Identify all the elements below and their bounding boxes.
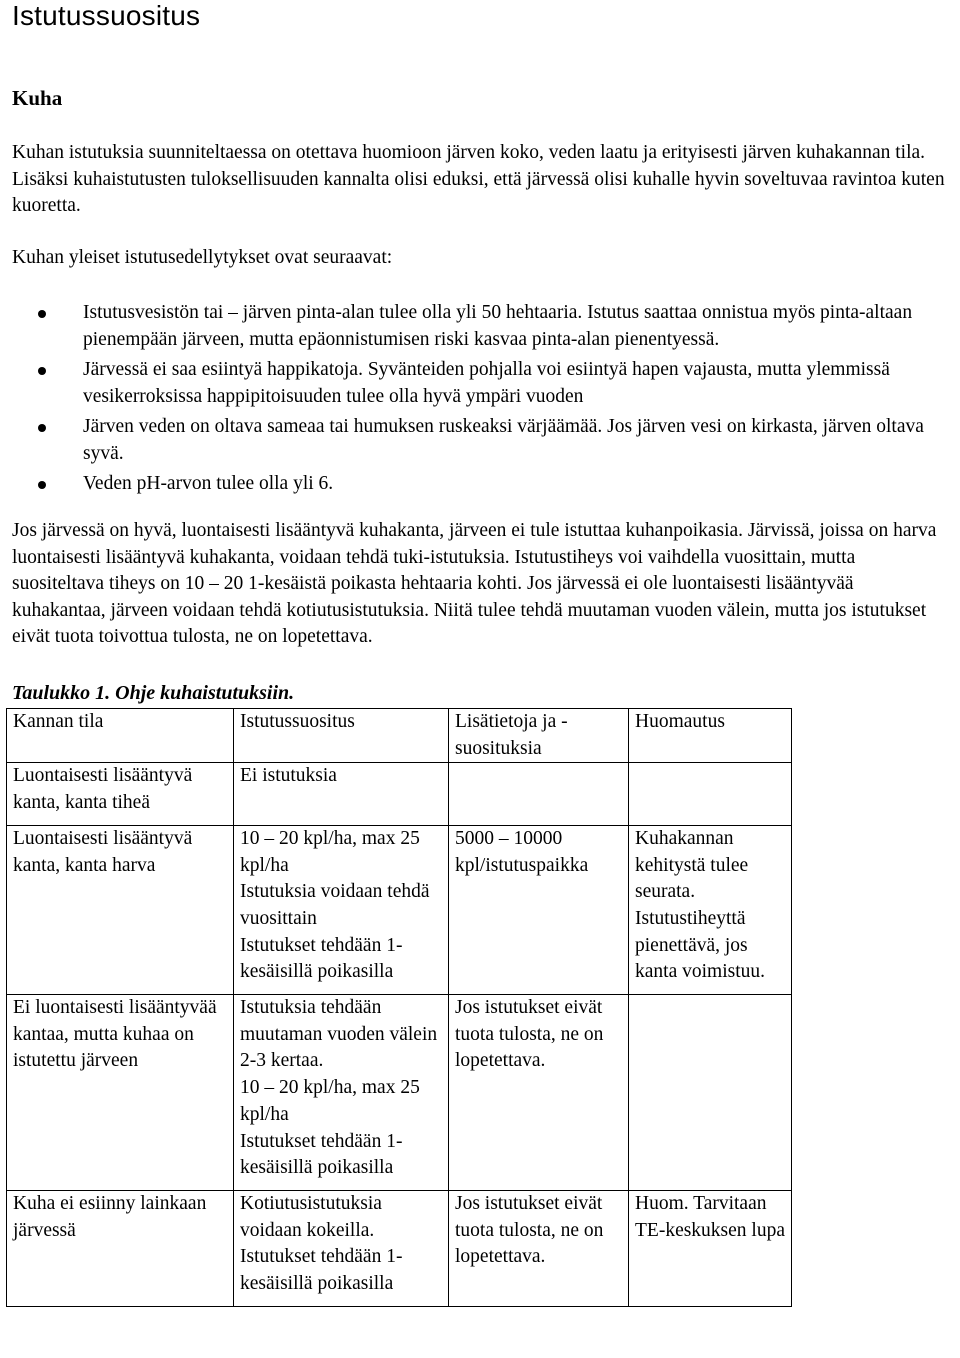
list-item-text: Järvessä ei saa esiintyä happikatoja. Syvänteiden pohjalla voi esiintyä hapen vajausta, mutta ylemmissä vesikerroksissa happipitoisuuden tulee olla hyvä ympäri vuoden xyxy=(83,359,890,407)
column-header-istutussuositus: Istutussuositus xyxy=(234,709,449,763)
table-cell xyxy=(234,825,449,994)
table-cell xyxy=(234,763,449,825)
table-cell: Jos istutukset eivät tuota tulosta, ne on lopetettava. xyxy=(449,995,629,1191)
table-row xyxy=(7,763,792,825)
list-item-text: Istutusvesistön tai – järven pinta-alan tulee olla yli 50 hehtaaria. Istutus saattaa onnistua myös pinta-altaan pienempään järveen, mutta epäonnistumisen riski kasvaa pinta-alan pienentyessä. xyxy=(83,302,913,350)
list-item-text: Veden pH-arvon tulee olla yli 6. xyxy=(83,473,334,494)
column-header-lisatietoja: Lisätietoja ja - suosituksia xyxy=(449,709,629,763)
bullet-icon xyxy=(38,481,46,489)
recommendation-paragraph: Jos järvessä on hyvä, luontaisesti lisääntyvä kuhakanta, järveen ei tule istuttaa kuhanpoikasia. Järvissä, joissa on harva luontaisesti lisääntyvä kuhakanta, voidaan tehdä tuki-istutuksia. Istutustiheys voi vaihdella vuosittain, mutta suositeltava tiheys on 10 – 20 1-kesäistä poikasta hehtaaria kohti. Jos järvessä ei ole luontaisesti lisääntyvää kuhakantaa, järveen voidaan tehdä kotiutusistutuksia. Niitä tulee tehdä muutaman vuoden välein, mutta jos istutukset eivät tuota toivottua tulosta, ne on lopetettava. xyxy=(12,520,937,647)
table-cell xyxy=(629,995,792,1191)
page-title: Istutussuositus xyxy=(12,0,201,31)
list-item xyxy=(12,357,957,410)
conditions-intro: Kuhan yleiset istutusedellytykset ovat seuraavat: xyxy=(12,247,393,268)
list-item-text: Järven veden on oltava sameaa tai humuksen ruskeaksi värjäämää. Jos järven vesi on kirkasta, järven oltava syvä. xyxy=(83,416,924,464)
table-cell: Ei luontaisesti lisääntyvää kantaa, mutta kuhaa on istutettu järveen xyxy=(7,995,234,1191)
table-header-row xyxy=(7,709,792,763)
conditions-list xyxy=(12,300,957,502)
intro-paragraph: Kuhan istutuksia suunniteltaessa on otettava huomioon järven koko, veden laatu ja erityisesti järven kuhakannan tila. Lisäksi kuhaistutusten tuloksellisuuden kannalta olisi eduksi, että järvessä olisi kuhalle hyvin soveltuvaa ravintoa kuten kuoretta. xyxy=(12,142,945,216)
list-item xyxy=(12,471,957,498)
cell-line: 10 – 20 kpl/ha, max 25 kpl/ha xyxy=(240,827,420,876)
table-cell: Kuhakannan kehitystä tulee seurata. Istutustiheyttä pienettävä, jos kanta voimistuu. xyxy=(629,825,792,994)
stocking-table xyxy=(6,708,792,1307)
cell-line: Istutuksia tehdään muutaman vuoden välein 2-3 kertaa. xyxy=(240,997,438,1072)
table-cell xyxy=(629,763,792,825)
cell-line: Kotiutusistutuksia voidaan kokeilla. xyxy=(240,1192,382,1241)
table-row xyxy=(7,1190,792,1306)
table-cell: Huom. Tarvitaan TE-keskuksen lupa xyxy=(629,1190,792,1306)
table-cell: 5000 – 10000 kpl/istutuspaikka xyxy=(449,825,629,994)
table-cell: Luontaisesti lisääntyvä kanta, kanta tiheä xyxy=(7,763,234,825)
document-page xyxy=(12,0,952,1295)
table-caption: Taulukko 1. Ohje kuhaistutuksiin. xyxy=(12,682,295,704)
column-header-kannan-tila: Kannan tila xyxy=(7,709,234,763)
table-row xyxy=(7,995,792,1191)
cell-line: Istutuksia voidaan tehdä vuosittain xyxy=(240,881,430,929)
table-cell: Luontaisesti lisääntyvä kanta, kanta harva xyxy=(7,825,234,994)
table-cell xyxy=(234,995,449,1191)
list-item xyxy=(12,300,957,353)
cell-line: Istutukset tehdään 1-kesäisillä poikasilla xyxy=(240,934,403,983)
table-cell xyxy=(449,763,629,825)
bullet-icon xyxy=(38,310,46,318)
bullet-icon xyxy=(38,367,46,375)
column-header-huomautus: Huomautus xyxy=(629,709,792,763)
cell-line: Istutukset tehdään 1-kesäisillä poikasilla xyxy=(240,1246,403,1295)
bullet-icon xyxy=(38,424,46,432)
cell-line: Istutukset tehdään 1-kesäisillä poikasilla xyxy=(240,1130,403,1179)
table-row xyxy=(7,825,792,994)
table-cell xyxy=(234,1190,449,1306)
cell-line: Ei istutuksia xyxy=(240,765,337,787)
cell-line: 10 – 20 kpl/ha, max 25 kpl/ha xyxy=(240,1077,420,1125)
section-heading: Kuha xyxy=(12,86,63,110)
table-cell: Kuha ei esiinny lainkaan järvessä xyxy=(7,1190,234,1306)
list-item xyxy=(12,414,957,467)
table-cell: Jos istutukset eivät tuota tulosta, ne on lopetettava. xyxy=(449,1190,629,1306)
